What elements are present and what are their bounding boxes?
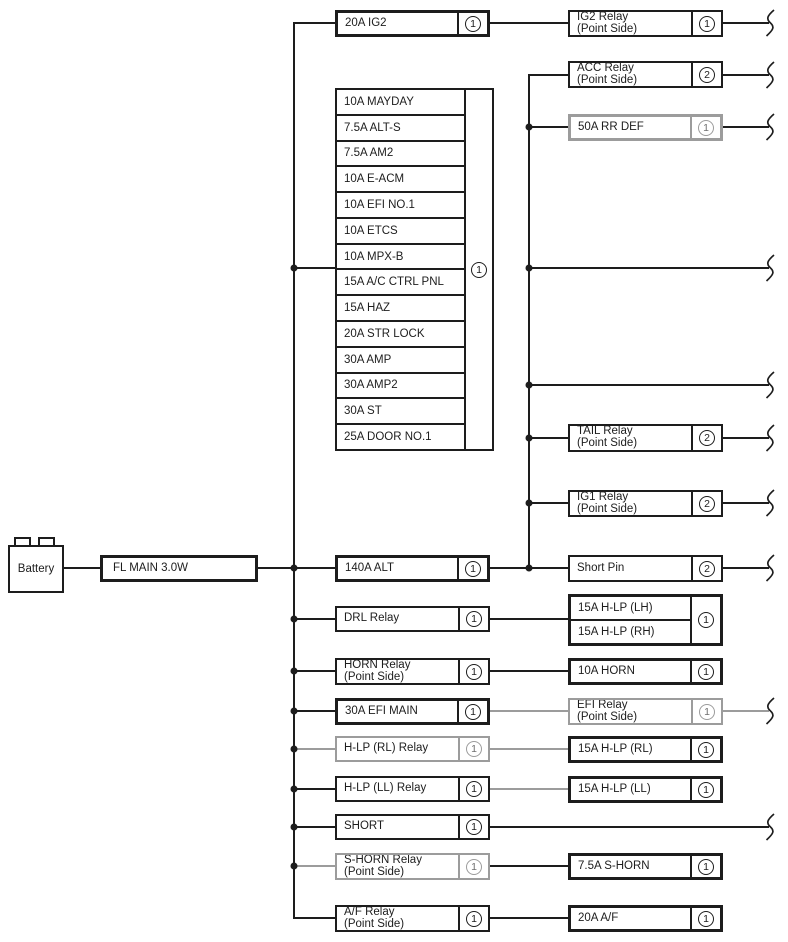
fuse-row: 15A A/C CTRL PNL xyxy=(337,270,464,296)
relay-label: H-LP (RL) Relay xyxy=(344,742,429,755)
relay-label: A/F Relay (Point Side) xyxy=(344,907,405,930)
fuse-block-hlp xyxy=(568,594,723,646)
connector-number: 1 xyxy=(699,16,715,32)
connector-badge xyxy=(691,63,721,86)
wire-efimain-efirelay xyxy=(490,710,568,712)
fuse-15a-hlp-ll xyxy=(568,776,723,803)
relay-efi xyxy=(568,698,723,725)
connector-number: 2 xyxy=(699,496,715,512)
junction-dot xyxy=(291,746,298,753)
fuse-140a-alt xyxy=(335,555,490,582)
connector-number: 1 xyxy=(465,561,481,577)
wire-bus-drl xyxy=(293,618,335,620)
short-pin xyxy=(568,555,723,582)
junction-dot xyxy=(526,124,533,131)
junction-dot xyxy=(291,786,298,793)
connector-number: 1 xyxy=(466,911,482,927)
wire-shornrelay-shornfuse xyxy=(490,865,568,867)
connector-number: 1 xyxy=(465,16,481,32)
wire-battery-flmain xyxy=(63,567,100,569)
wire-bus-fuseblock xyxy=(293,267,335,269)
relay-hlp-rl xyxy=(335,736,490,762)
connector-number: 2 xyxy=(699,430,715,446)
wire-bus-rrdef xyxy=(528,126,568,128)
fuse-row: 30A ST xyxy=(337,399,464,425)
connector-badge xyxy=(458,816,488,838)
relay-label: DRL Relay xyxy=(344,612,400,625)
connector-number: 1 xyxy=(698,911,714,927)
junction-dot xyxy=(526,435,533,442)
wire-hlpllrelay-hlpllfuse xyxy=(490,788,568,790)
fuse-row: 20A STR LOCK xyxy=(337,322,464,348)
connector-badge xyxy=(458,855,488,878)
junction-dot xyxy=(526,382,533,389)
connector-number: 1 xyxy=(466,741,482,757)
wire-bus-out-1 xyxy=(528,267,769,269)
connector-badge xyxy=(690,779,720,800)
wire-ig2fuse-ig2relay xyxy=(490,22,568,24)
wire-bus-efimain xyxy=(293,710,335,712)
connector-badge xyxy=(690,597,720,643)
wire-break-icon xyxy=(763,371,777,399)
junction-dot xyxy=(291,708,298,715)
fuse-fl-main-label: FL MAIN 3.0W xyxy=(113,561,188,574)
relay-horn xyxy=(335,658,490,685)
connector-badge xyxy=(458,738,488,760)
fuse-row: 10A E-ACM xyxy=(337,167,464,193)
fuse-15a-hlp-rl xyxy=(568,736,723,763)
relay-label: HORN Relay (Point Side) xyxy=(344,660,411,683)
junction-dot xyxy=(291,565,298,572)
fuse-row: 15A HAZ xyxy=(337,296,464,322)
fuse-row: 30A AMP2 xyxy=(337,374,464,400)
fuse-label: 10A HORN xyxy=(578,664,635,677)
connector-badge xyxy=(691,426,721,450)
fuse-label: 7.5A S-HORN xyxy=(578,859,650,872)
connector-badge xyxy=(464,88,494,451)
fuse-20a-ig2 xyxy=(335,10,490,37)
relay-tail xyxy=(568,424,723,452)
relay-label: EFI Relay (Point Side) xyxy=(577,700,638,723)
wire-break-icon xyxy=(763,554,777,582)
wire-hornrelay-hornfuse xyxy=(490,670,568,672)
connector-badge xyxy=(458,907,488,930)
junction-dot xyxy=(526,265,533,272)
fuse-label: 50A RR DEF xyxy=(578,120,644,133)
connector-number: 1 xyxy=(699,704,715,720)
fuse-row: 30A AMP xyxy=(337,348,464,374)
wire-bus-hlpll xyxy=(293,788,335,790)
connector-badge xyxy=(690,908,720,929)
connector-number: 1 xyxy=(698,120,714,136)
wire-hlprlrelay-hlprlfuse xyxy=(490,748,568,750)
wire-break-icon xyxy=(763,9,777,37)
fuse-label: 140A ALT xyxy=(345,561,395,574)
wire-break-icon xyxy=(763,61,777,89)
fuse-block-rows xyxy=(335,88,466,451)
fuse-label: 15A H-LP (LL) xyxy=(578,782,651,795)
connector-number: 1 xyxy=(466,611,482,627)
relay-acc xyxy=(568,61,723,88)
junction-dot xyxy=(526,500,533,507)
junction-dot xyxy=(291,863,298,870)
relay-label: IG2 Relay (Point Side) xyxy=(577,12,638,35)
connector-badge xyxy=(691,492,721,515)
wire-bus-horn xyxy=(293,670,335,672)
connector-number: 1 xyxy=(698,612,714,628)
relay-s-horn xyxy=(335,853,490,880)
fuse-label: 20A IG2 xyxy=(345,16,387,29)
wire-break-icon xyxy=(763,697,777,725)
wire-bus-out-2 xyxy=(528,384,769,386)
connector-number: 2 xyxy=(699,561,715,577)
wire-bus-acc xyxy=(528,74,568,76)
relay-drl xyxy=(335,606,490,632)
connector-number: 1 xyxy=(465,704,481,720)
connector-badge xyxy=(457,701,487,722)
fuse-50a-rr-def xyxy=(568,114,723,141)
wire-bus-hlprl xyxy=(293,748,335,750)
fuse-row: 10A EFI NO.1 xyxy=(337,193,464,219)
connector-badge xyxy=(458,660,488,683)
connector-badge xyxy=(457,13,487,34)
wire-break-icon xyxy=(763,254,777,282)
connector-number: 1 xyxy=(466,819,482,835)
wire-bus-af xyxy=(293,917,335,919)
fuse-label: SHORT xyxy=(344,820,385,833)
relay-ig1 xyxy=(568,490,723,517)
relay-label: TAIL Relay (Point Side) xyxy=(577,426,638,449)
relay-label: S-HORN Relay (Point Side) xyxy=(344,855,422,878)
fuse-20a-af xyxy=(568,905,723,932)
junction-dot xyxy=(526,565,533,572)
connector-number: 1 xyxy=(698,742,714,758)
fuse-row: 7.5A AM2 xyxy=(337,142,464,168)
connector-number: 1 xyxy=(466,664,482,680)
connector-number: 2 xyxy=(699,67,715,83)
connector-number: 1 xyxy=(698,859,714,875)
connector-number: 1 xyxy=(466,859,482,875)
relay-hlp-ll xyxy=(335,776,490,802)
connector-badge xyxy=(458,778,488,800)
connector-badge xyxy=(458,608,488,630)
wire-bus-ig2 xyxy=(293,22,335,24)
fuse-row: 10A MAYDAY xyxy=(337,90,464,116)
wire-left-bus xyxy=(293,22,295,919)
wire-drl-hlpblock xyxy=(490,618,568,620)
fuse-row: 15A H-LP (LH) xyxy=(571,597,690,621)
relay-ig2 xyxy=(568,10,723,37)
wire-short-out xyxy=(490,826,769,828)
wire-break-icon xyxy=(763,813,777,841)
junction-dot xyxy=(291,616,298,623)
wire-break-icon xyxy=(763,489,777,517)
connector-badge xyxy=(691,700,721,723)
connector-badge xyxy=(691,12,721,35)
wire-afrelay-affuse xyxy=(490,917,568,919)
wire-break-icon xyxy=(763,424,777,452)
connector-number: 1 xyxy=(466,781,482,797)
relay-label: H-LP (LL) Relay xyxy=(344,782,427,795)
connector-badge xyxy=(690,661,720,682)
connector-badge xyxy=(690,117,720,138)
fuse-row: 25A DOOR NO.1 xyxy=(344,431,432,444)
wire-break-icon xyxy=(763,113,777,141)
wire-bus-tail xyxy=(528,437,568,439)
fuse-label: 15A H-LP (RL) xyxy=(578,742,653,755)
fuse-block xyxy=(335,88,490,451)
fuse-label: 30A EFI MAIN xyxy=(345,704,418,717)
junction-dot xyxy=(291,824,298,831)
fuse-row: 15A H-LP (RH) xyxy=(578,626,655,638)
fuse-75a-s-horn xyxy=(568,853,723,880)
fuse-fl-main xyxy=(100,555,258,582)
relay-label: IG1 Relay (Point Side) xyxy=(577,492,638,515)
fuse-10a-horn xyxy=(568,658,723,685)
connector-number: 1 xyxy=(471,262,487,278)
battery xyxy=(8,545,64,593)
short-pin-label: Short Pin xyxy=(577,561,625,574)
fuse-label: 20A A/F xyxy=(578,911,619,924)
fuse-block-rows xyxy=(571,597,690,643)
fuse-short xyxy=(335,814,490,840)
fuse-row: 7.5A ALT-S xyxy=(337,116,464,142)
wire-right-bus xyxy=(528,74,530,569)
connector-badge xyxy=(690,739,720,760)
battery-label: Battery xyxy=(17,563,55,575)
connector-badge xyxy=(457,558,487,579)
relay-label: ACC Relay (Point Side) xyxy=(577,63,638,86)
wire-bus-shorn xyxy=(293,865,335,867)
wire-bus-short xyxy=(293,826,335,828)
connector-badge xyxy=(690,856,720,877)
fuse-row: 10A ETCS xyxy=(337,219,464,245)
connector-badge xyxy=(691,557,721,580)
junction-dot xyxy=(291,265,298,272)
connector-number: 1 xyxy=(698,664,714,680)
junction-dot xyxy=(291,668,298,675)
connector-number: 1 xyxy=(698,782,714,798)
wire-bus-ig1 xyxy=(528,502,568,504)
fuse-30a-efi-main xyxy=(335,698,490,725)
relay-af xyxy=(335,905,490,932)
fuse-row: 10A MPX-B xyxy=(337,245,464,271)
